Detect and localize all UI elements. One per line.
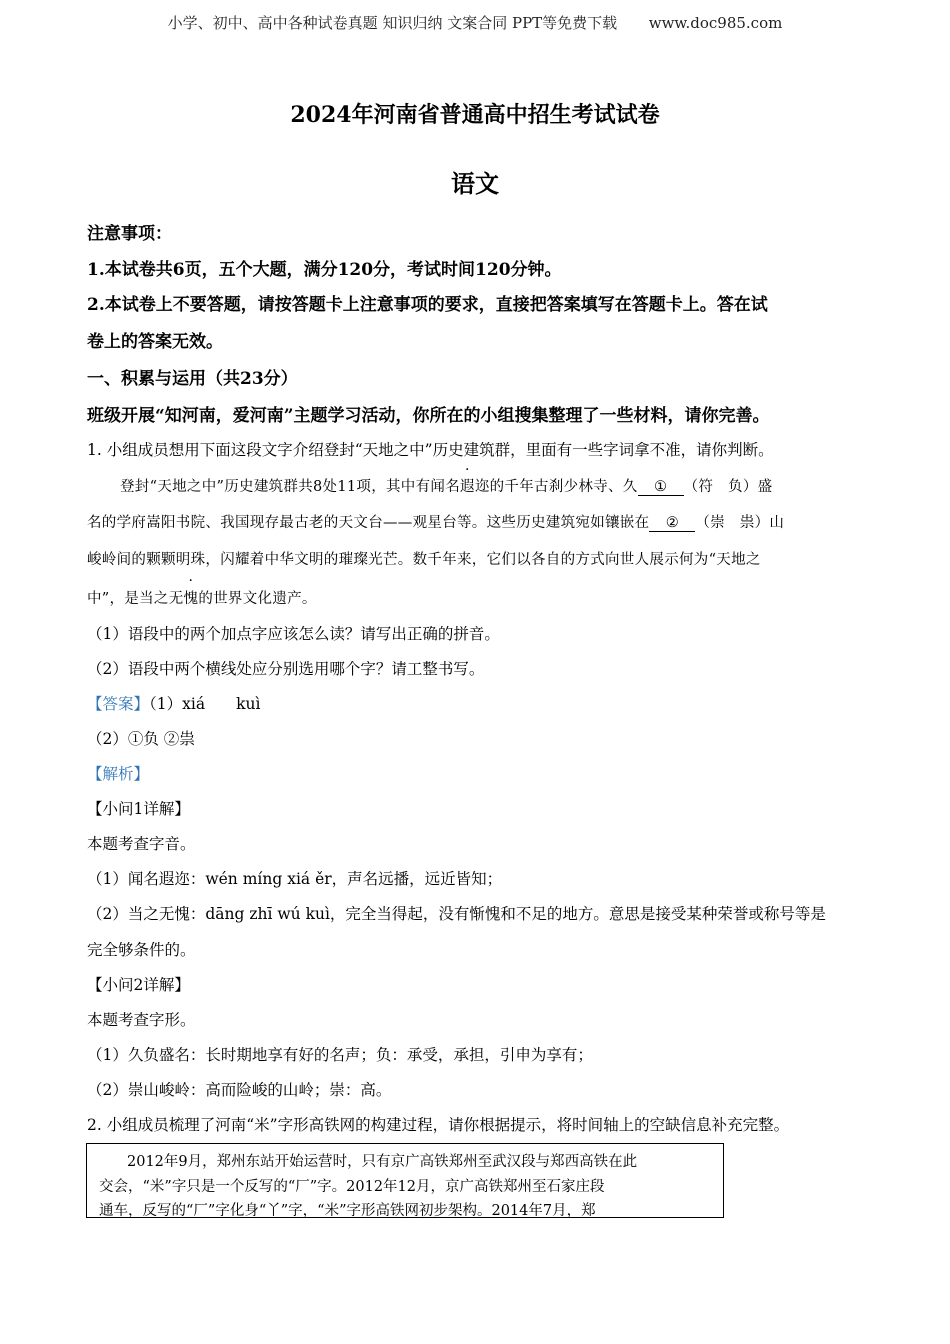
passage-line-4 (87, 587, 317, 608)
detail-2-intro: 本题考查字形。 (87, 1011, 196, 1029)
emphasis-dot-char: 愧 (183, 591, 199, 607)
question-2-stem: 2. 小组成员梳理了河南“米”字形高铁网的构建过程，请你根据提示，将时间轴上的空缺信息补充完整。 (87, 1116, 790, 1134)
detail-1-intro: 本题考查字音。 (87, 835, 196, 853)
emphasis-dot-char: 遐 (460, 479, 475, 495)
detail-2-a: （1）久负盛名：长时期地享有好的名声；负：承受，承担，引申为享有； (87, 1046, 593, 1064)
passage-text: （崇 祟）山 (695, 515, 785, 531)
sub-question-2: （2）语段中两个横线处应分别选用哪个字？请工整书写。 (87, 660, 485, 678)
passage-text: 迩的千年古刹少林寺、久 (474, 479, 638, 495)
passage-text: 登封“天地之中”历史建筑群共8处11项，其中有闻名 (120, 479, 460, 495)
blank-1: ① (638, 479, 684, 496)
material-line-3: 通车，反写的“厂”字化身“丫”字，“米”字形高铁网初步架构。2014年7月，郑 (99, 1203, 596, 1219)
sub-question-1: （1）语段中的两个加点字应该怎么读？请写出正确的拼音。 (87, 625, 500, 643)
passage-text: 的世界文化遗产。 (198, 591, 317, 607)
answer-1: （1）xiá kuì (149, 695, 261, 713)
passage-text: （符 负）盛 (683, 479, 773, 495)
passage-line-2 (87, 511, 784, 532)
notice-heading: 注意事项： (87, 224, 172, 244)
question-1-stem: 1. 小组成员想用下面这段文字介绍登封“天地之中”历史建筑群，里面有一些字词拿不准，请你判断。 (87, 441, 774, 459)
detail-1-b-line-2: 完全够条件的。 (87, 941, 196, 959)
detail-2-label: 【小问2详解】 (87, 976, 190, 994)
notice-item-2-line-2: 卷上的答案无效。 (87, 332, 223, 352)
exam-subject: 语文 (451, 169, 499, 198)
section-1-intro: 班级开展“知河南，爱河南”主题学习活动，你所在的小组搜集整理了一些材料，请你完善。 (87, 406, 770, 426)
notice-item-2-line-1: 2.本试卷上不要答题，请按答题卡上注意事项的要求，直接把答案填写在答题卡上。答在试 (87, 295, 768, 315)
analysis-label: 【解析】 (87, 765, 150, 783)
detail-2-b: （2）崇山峻岭：高而险峻的山岭；崇：高。 (87, 1081, 392, 1099)
detail-1-a: （1）闻名遐迩：wén míng xiá ěr，声名远播，远近皆知； (87, 870, 503, 888)
material-box (86, 1143, 724, 1218)
passage-line-3: 峻岭间的颗颗明珠，闪耀着中华文明的璀璨光芒。数千年来，它们以各自的方式向世人展示何为“天地之 (87, 552, 761, 568)
page-header (0, 12, 950, 33)
notice-item-1: 1.本试卷共6页，五个大题，满分120分，考试时间120分钟。 (87, 260, 562, 280)
passage-line-1 (120, 475, 772, 496)
blank-2: ② (649, 515, 695, 532)
site-url[interactable]: www.doc985.com (648, 14, 783, 32)
site-slogan: 小学、初中、高中各种试卷真题 知识归纳 文案合同 PPT等免费下载 (167, 14, 618, 32)
passage-text: 中”，是当之无 (87, 591, 184, 607)
detail-1-label: 【小问1详解】 (87, 800, 190, 818)
passage-text: 名的学府嵩阳书院、我国现存最古老的天文台——观星台等。这些历史建筑宛如镶嵌在 (87, 515, 650, 531)
material-line-1: 2012年9月，郑州东站开始运营时，只有京广高铁郑州至武汉段与郑西高铁在此 (127, 1154, 638, 1170)
answer-label: 【答案】 (87, 695, 150, 713)
section-1-heading: 一、积累与运用（共23分） (87, 369, 298, 389)
answer-2: （2）①负 ②祟 (87, 730, 195, 748)
detail-1-b-line-1: （2）当之无愧：dāng zhī wú kuì，完全当得起，没有惭愧和不足的地方。意思是接受某种荣誉或称号等是 (87, 905, 826, 923)
answer-line-1 (87, 692, 260, 714)
exam-title: 2024年河南省普通高中招生考试试卷 (290, 102, 660, 128)
material-line-2: 交会，“米”字只是一个反写的“厂”字。2012年12月，京广高铁郑州至石家庄段 (99, 1178, 605, 1195)
